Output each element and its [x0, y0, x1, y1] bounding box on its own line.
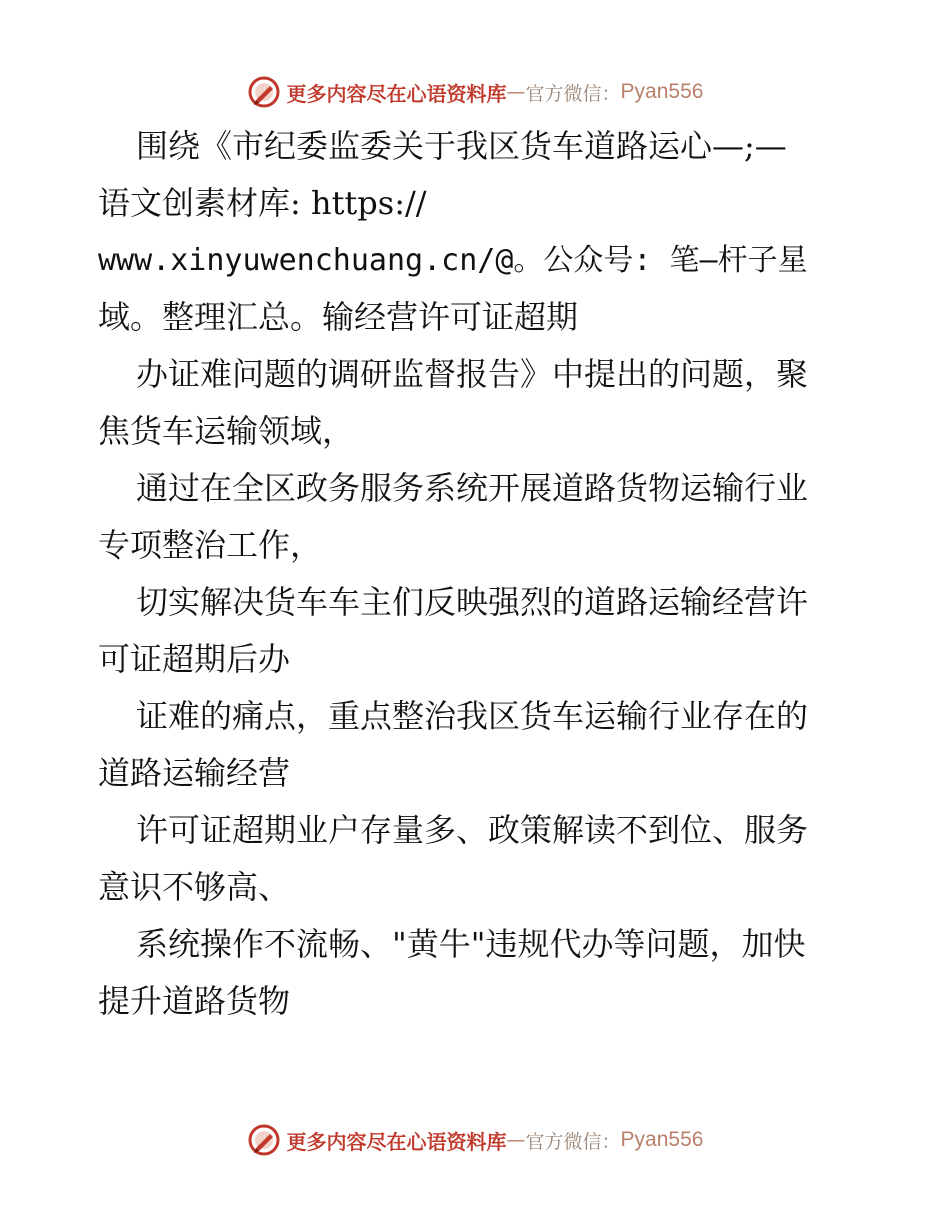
document-body [98, 118, 858, 1030]
body-line: 意识不够高、 [98, 868, 291, 906]
body-line: 专项整治工作， [98, 526, 323, 564]
body-line: 域。整理汇总。输经营许可证超期 [98, 298, 579, 336]
body-line: 语文创素材库: https:// [98, 184, 427, 222]
body-line-url: www.xinyuwenchuang.cn/@。公众号: 笔—杆子星 [98, 243, 808, 278]
footer-banner [0, 1120, 950, 1160]
body-line: 围绕《市纪委监委关于我区货车道路运心—;— [136, 127, 787, 165]
body-line: 通过在全区政务服务系统开展道路货物运输行业 [136, 469, 809, 507]
header-banner [0, 72, 950, 112]
body-line: 许可证超期业户存量多、政策解读不到位、服务 [136, 811, 809, 849]
body-line: 办证难问题的调研监督报告》中提出的问题，聚 [136, 355, 809, 393]
body-line: 证难的痛点，重点整治我区货车运输行业存在的 [136, 697, 809, 735]
pen-logo-icon [247, 75, 281, 109]
banner-dash: — [506, 81, 526, 103]
body-line: 可证超期后办 [98, 640, 291, 678]
wechat-id: Pyan556 [620, 80, 704, 103]
body-line: 焦货车运输领域， [98, 412, 355, 450]
pen-logo-icon [247, 1123, 281, 1157]
body-line: 切实解决货车车主们反映强烈的道路运输经营许 [136, 583, 809, 621]
body-line: 系统操作不流畅、"黄牛"违规代办等问题，加快 [136, 925, 806, 963]
body-line: 道路运输经营 [98, 754, 291, 792]
brand-text: 更多内容尽在心语资料库 [286, 81, 507, 106]
wechat-label: 官方微信： [525, 82, 621, 105]
wechat-label: 官方微信： [525, 1130, 621, 1153]
banner-dash: — [506, 1129, 526, 1151]
wechat-id: Pyan556 [620, 1128, 704, 1151]
brand-text: 更多内容尽在心语资料库 [286, 1129, 507, 1154]
body-line: 提升道路货物 [98, 982, 291, 1020]
